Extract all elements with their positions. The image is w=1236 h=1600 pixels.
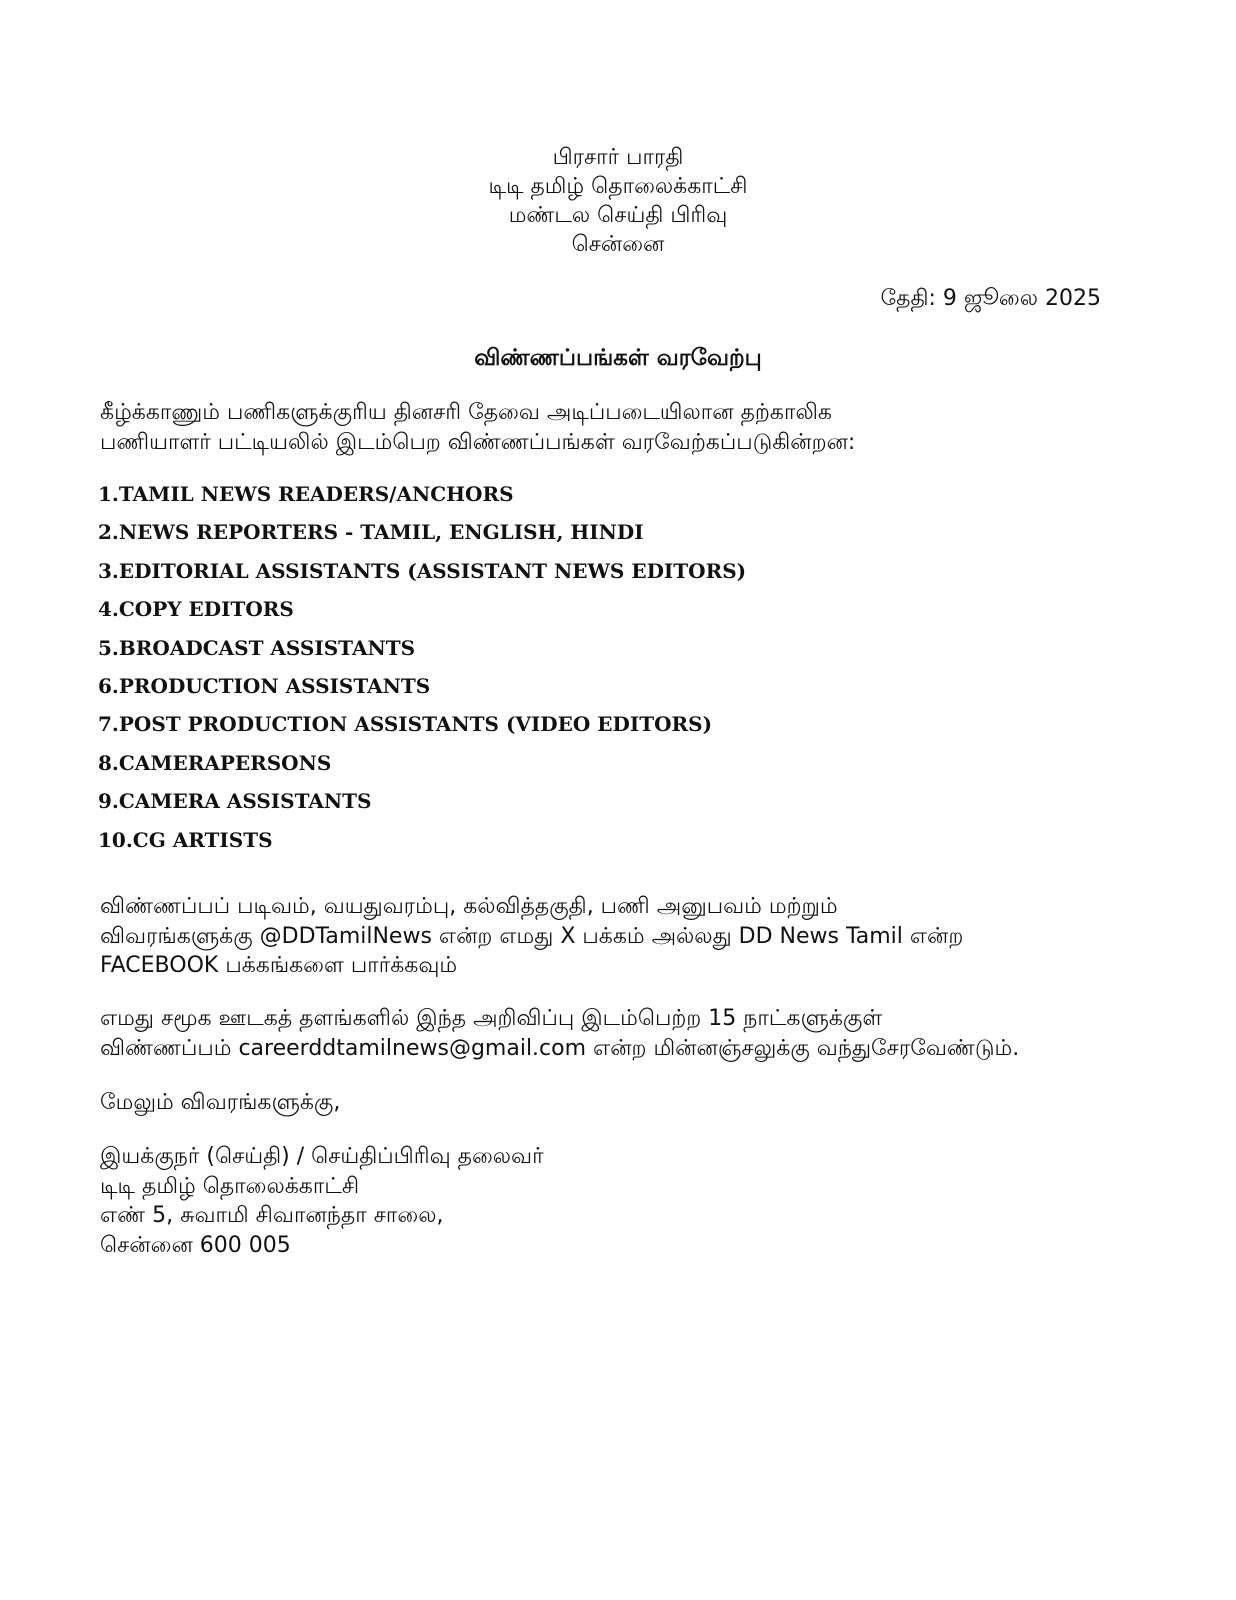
details-paragraph bbox=[100, 892, 1140, 981]
channel-name: டிடி தமிழ் தொலைக்காட்சி bbox=[488, 174, 748, 199]
city-name: சென்னை bbox=[571, 232, 665, 257]
letterhead bbox=[0, 143, 1236, 259]
position-item: 1.TAMIL NEWS READERS/ANCHORS bbox=[98, 482, 514, 506]
positions-list bbox=[98, 478, 746, 862]
org-name: பிரசார் பாரதி bbox=[552, 145, 684, 170]
details-line: விவரங்களுக்கு @DDTamilNews என்ற எமது X பக்கம் அல்லது DD News Tamil என்ற bbox=[100, 923, 964, 949]
position-item: 9.CAMERA ASSISTANTS bbox=[98, 789, 372, 814]
position-item: 8.CAMERAPERSONS bbox=[98, 750, 332, 775]
position-item: 3.EDITORIAL ASSISTANTS (ASSISTANT NEWS EDITORS) bbox=[98, 558, 747, 583]
details-line: விண்ணப்பப் படிவம், வயதுவரம்பு, கல்வித்தகுதி, பணி அனுபவம் மற்றும் bbox=[100, 894, 838, 919]
details-line: FACEBOOK பக்கங்களை பார்க்கவும் bbox=[100, 953, 458, 978]
document-date: தேதி: 9 ஜூலை 2025 bbox=[880, 286, 1101, 311]
position-item: 7.POST PRODUCTION ASSISTANTS (VIDEO EDITORS) bbox=[98, 712, 713, 737]
deadline-line: விண்ணப்பம் careerddtamilnews@gmail.com என்ற மின்னஞ்சலுக்கு வந்துசேரவேண்டும். bbox=[100, 1035, 1020, 1061]
contact-city: சென்னை 600 005 bbox=[100, 1232, 291, 1258]
position-item: 10.CG ARTISTS bbox=[98, 827, 273, 852]
division-name: மண்டல செய்தி பிரிவு bbox=[508, 203, 728, 228]
position-item: 6.PRODUCTION ASSISTANTS bbox=[98, 673, 431, 698]
position-item: 4.COPY EDITORS bbox=[98, 597, 294, 622]
deadline-paragraph bbox=[100, 1004, 1140, 1063]
intro-line: கீழ்க்காணும் பணிகளுக்குரிய தினசரி தேவை அடிப்படையிலான தற்காலிக bbox=[100, 400, 832, 425]
contact-channel: டிடி தமிழ் தொலைக்காட்சி bbox=[100, 1173, 360, 1199]
position-item: 2.NEWS REPORTERS - TAMIL, ENGLISH, HINDI bbox=[98, 520, 644, 545]
position-item: 5.BROADCAST ASSISTANTS bbox=[98, 635, 416, 660]
intro-line: பணியாளர் பட்டியலில் இடம்பெற விண்ணப்பங்கள் வரவேற்கப்படுகின்றன: bbox=[100, 430, 856, 455]
more-info-line: மேலும் விவரங்களுக்கு, bbox=[100, 1090, 341, 1115]
deadline-line: எமது சமூக ஊடகத் தளங்களில் இந்த அறிவிப்பு இடம்பெற்ற 15 நாட்களுக்குள் bbox=[100, 1006, 883, 1031]
contact-designation: இயக்குநர் (செய்தி) / செய்திப்பிரிவு தலைவர் bbox=[100, 1144, 544, 1169]
contact-street: எண் 5, சுவாமி சிவானந்தா சாலை, bbox=[100, 1203, 444, 1228]
intro-paragraph bbox=[100, 398, 1140, 458]
contact-address bbox=[100, 1142, 1140, 1260]
document-title: விண்ணப்பங்கள் வரவேற்பு bbox=[474, 345, 762, 371]
